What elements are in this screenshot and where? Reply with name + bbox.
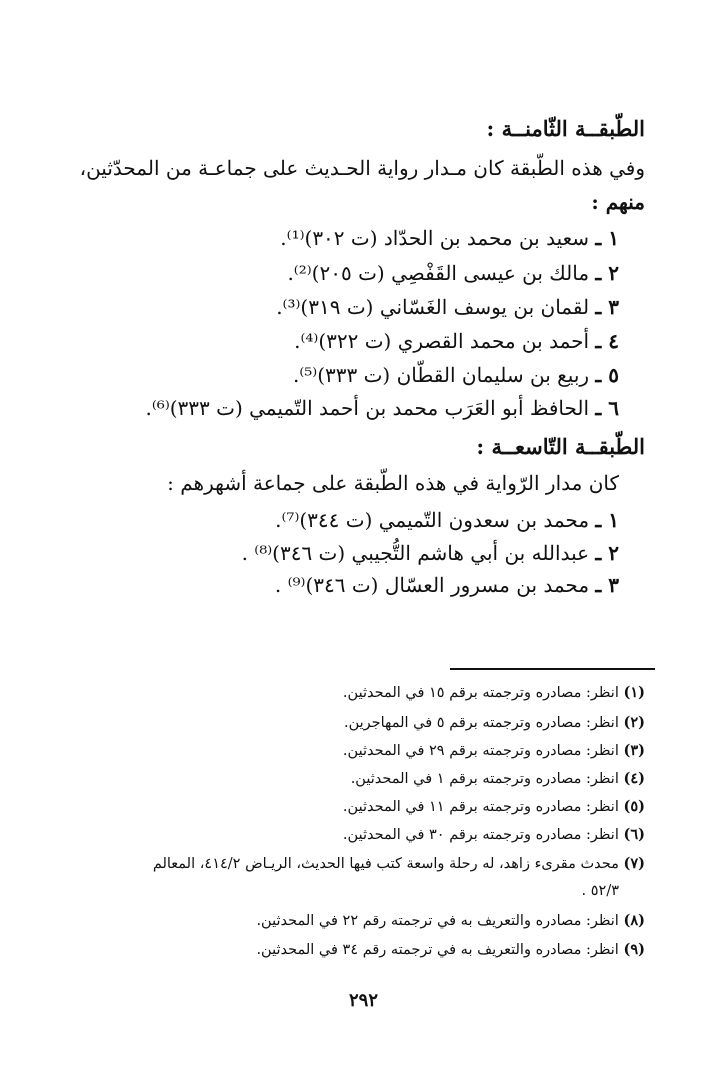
footnote-number: (٣): [623, 742, 645, 759]
page-number: ٢٩٢: [348, 990, 378, 1011]
footnote: [0, 770, 727, 787]
list-item-number: ٢ ـ: [595, 261, 619, 285]
footnote: [0, 912, 727, 929]
section-intro-8-line1: وفي هذه الطّبقة كان مـدار رواية الحـديث على جماعـة من المحدّثين،: [79, 156, 645, 180]
list-item-text: الحافظ أبو العَرَب محمد بن أحمد التّميمي (ت ٣٣٣)⁽⁶⁾.: [145, 396, 590, 420]
footnote-text: انظر: مصادره وترجمته برقم ٣٠ في المحدثين.: [342, 827, 619, 843]
footnote-number: (٩): [623, 941, 645, 958]
footnote-text: انظر: مصادره وترجمته برقم ١١ في المحدثين.: [342, 799, 619, 815]
list-item: [0, 329, 727, 353]
list-item-text: محمد بن مسرور العسّال (ت ٣٤٦)⁽⁹⁾ .: [274, 573, 590, 597]
list-item-number: ٢ ـ: [595, 541, 619, 565]
footnote-text: انظر: مصادره وترجمته برقم ٢٩ في المحدثين.: [342, 743, 619, 759]
footnote-number: (٥): [623, 798, 645, 815]
list-item-text: سعيد بن محمد بن الحدّاد (ت ٣٠٢)⁽¹⁾.: [280, 226, 590, 250]
footnote-number: (٤): [623, 770, 645, 787]
list-item: [0, 508, 727, 532]
section-intro-8-line2: منهم :: [591, 190, 645, 214]
footnote-number: (٧): [623, 855, 645, 872]
list-item-text: ربيع بن سليمان القطّان (ت ٣٣٣)⁽⁵⁾.: [292, 363, 590, 387]
footnote-number: (٢): [623, 714, 645, 731]
footnote-number: (١): [623, 684, 645, 701]
footnote-number: (٨): [623, 912, 645, 929]
footnote-text: انظر: مصادره والتعريف به في ترجمته رقم ٣٤ في المحدثين.: [256, 942, 619, 958]
footnote-continuation: ٥٢/٣ .: [581, 883, 619, 899]
list-item-text: أحمد بن محمد القصري (ت ٣٢٢)⁽⁴⁾.: [294, 329, 590, 353]
list-item-text: محمد بن سعدون التّميمي (ت ٣٤٤)⁽⁷⁾.: [275, 508, 590, 532]
list-item-number: ١ ـ: [595, 508, 619, 532]
list-item: [0, 295, 727, 319]
list-item-number: ٤ ـ: [595, 329, 619, 353]
footnote-text: محدث مقرىء زاهد، له رحلة واسعة كتب فيها الحديث، الريـاض ٤١٤/٢، المعالم: [152, 856, 619, 872]
footnote: [0, 855, 727, 872]
list-item: [0, 396, 727, 420]
footnote: [0, 798, 727, 815]
footnote-text: انظر: مصادره وترجمته برقم ٥ في المهاجرين.: [343, 715, 619, 731]
section-intro-9: كان مدار الرّواية في هذه الطّبقة على جماعة أشهرهم :: [167, 471, 619, 495]
footnote-text: انظر: مصادره والتعريف به في ترجمته رقم ٢٢ في المحدثين.: [256, 913, 619, 929]
list-item-text: عبدالله بن أبي هاشم التُّجيبي (ت ٣٤٦)⁽⁸⁾ .: [241, 541, 590, 565]
footnote: [0, 826, 727, 843]
list-item-number: ٣ ـ: [595, 573, 619, 597]
list-item-text: لقمان بن يوسف الغَسّاني (ت ٣١٩)⁽³⁾.: [276, 295, 590, 319]
list-item-number: ٥ ـ: [595, 363, 619, 387]
list-item: [0, 226, 727, 250]
footnote-number: (٦): [623, 826, 645, 843]
section-heading-8: الطّبقــة الثّامنــة :: [486, 116, 645, 141]
footnote: [0, 714, 727, 731]
footnote: [0, 742, 727, 759]
footnote-text: انظر: مصادره وترجمته برقم ١ في المحدثين.: [350, 771, 619, 787]
list-item-number: ١ ـ: [595, 226, 619, 250]
footnote-separator: [450, 668, 655, 670]
list-item: [0, 573, 727, 597]
footnote: [0, 684, 727, 701]
list-item: [0, 363, 727, 387]
list-item: [0, 261, 727, 285]
list-item-number: ٣ ـ: [595, 295, 619, 319]
list-item-text: مالك بن عيسى القَفْصِي (ت ٢٠٥)⁽²⁾.: [287, 261, 590, 285]
list-item: [0, 541, 727, 565]
footnote: [0, 941, 727, 958]
section-heading-9: الطّبقــة التّاسعــة :: [476, 434, 645, 459]
footnote-text: انظر: مصادره وترجمته برقم ١٥ في المحدثين.: [342, 685, 619, 701]
list-item-number: ٦ ـ: [595, 396, 619, 420]
